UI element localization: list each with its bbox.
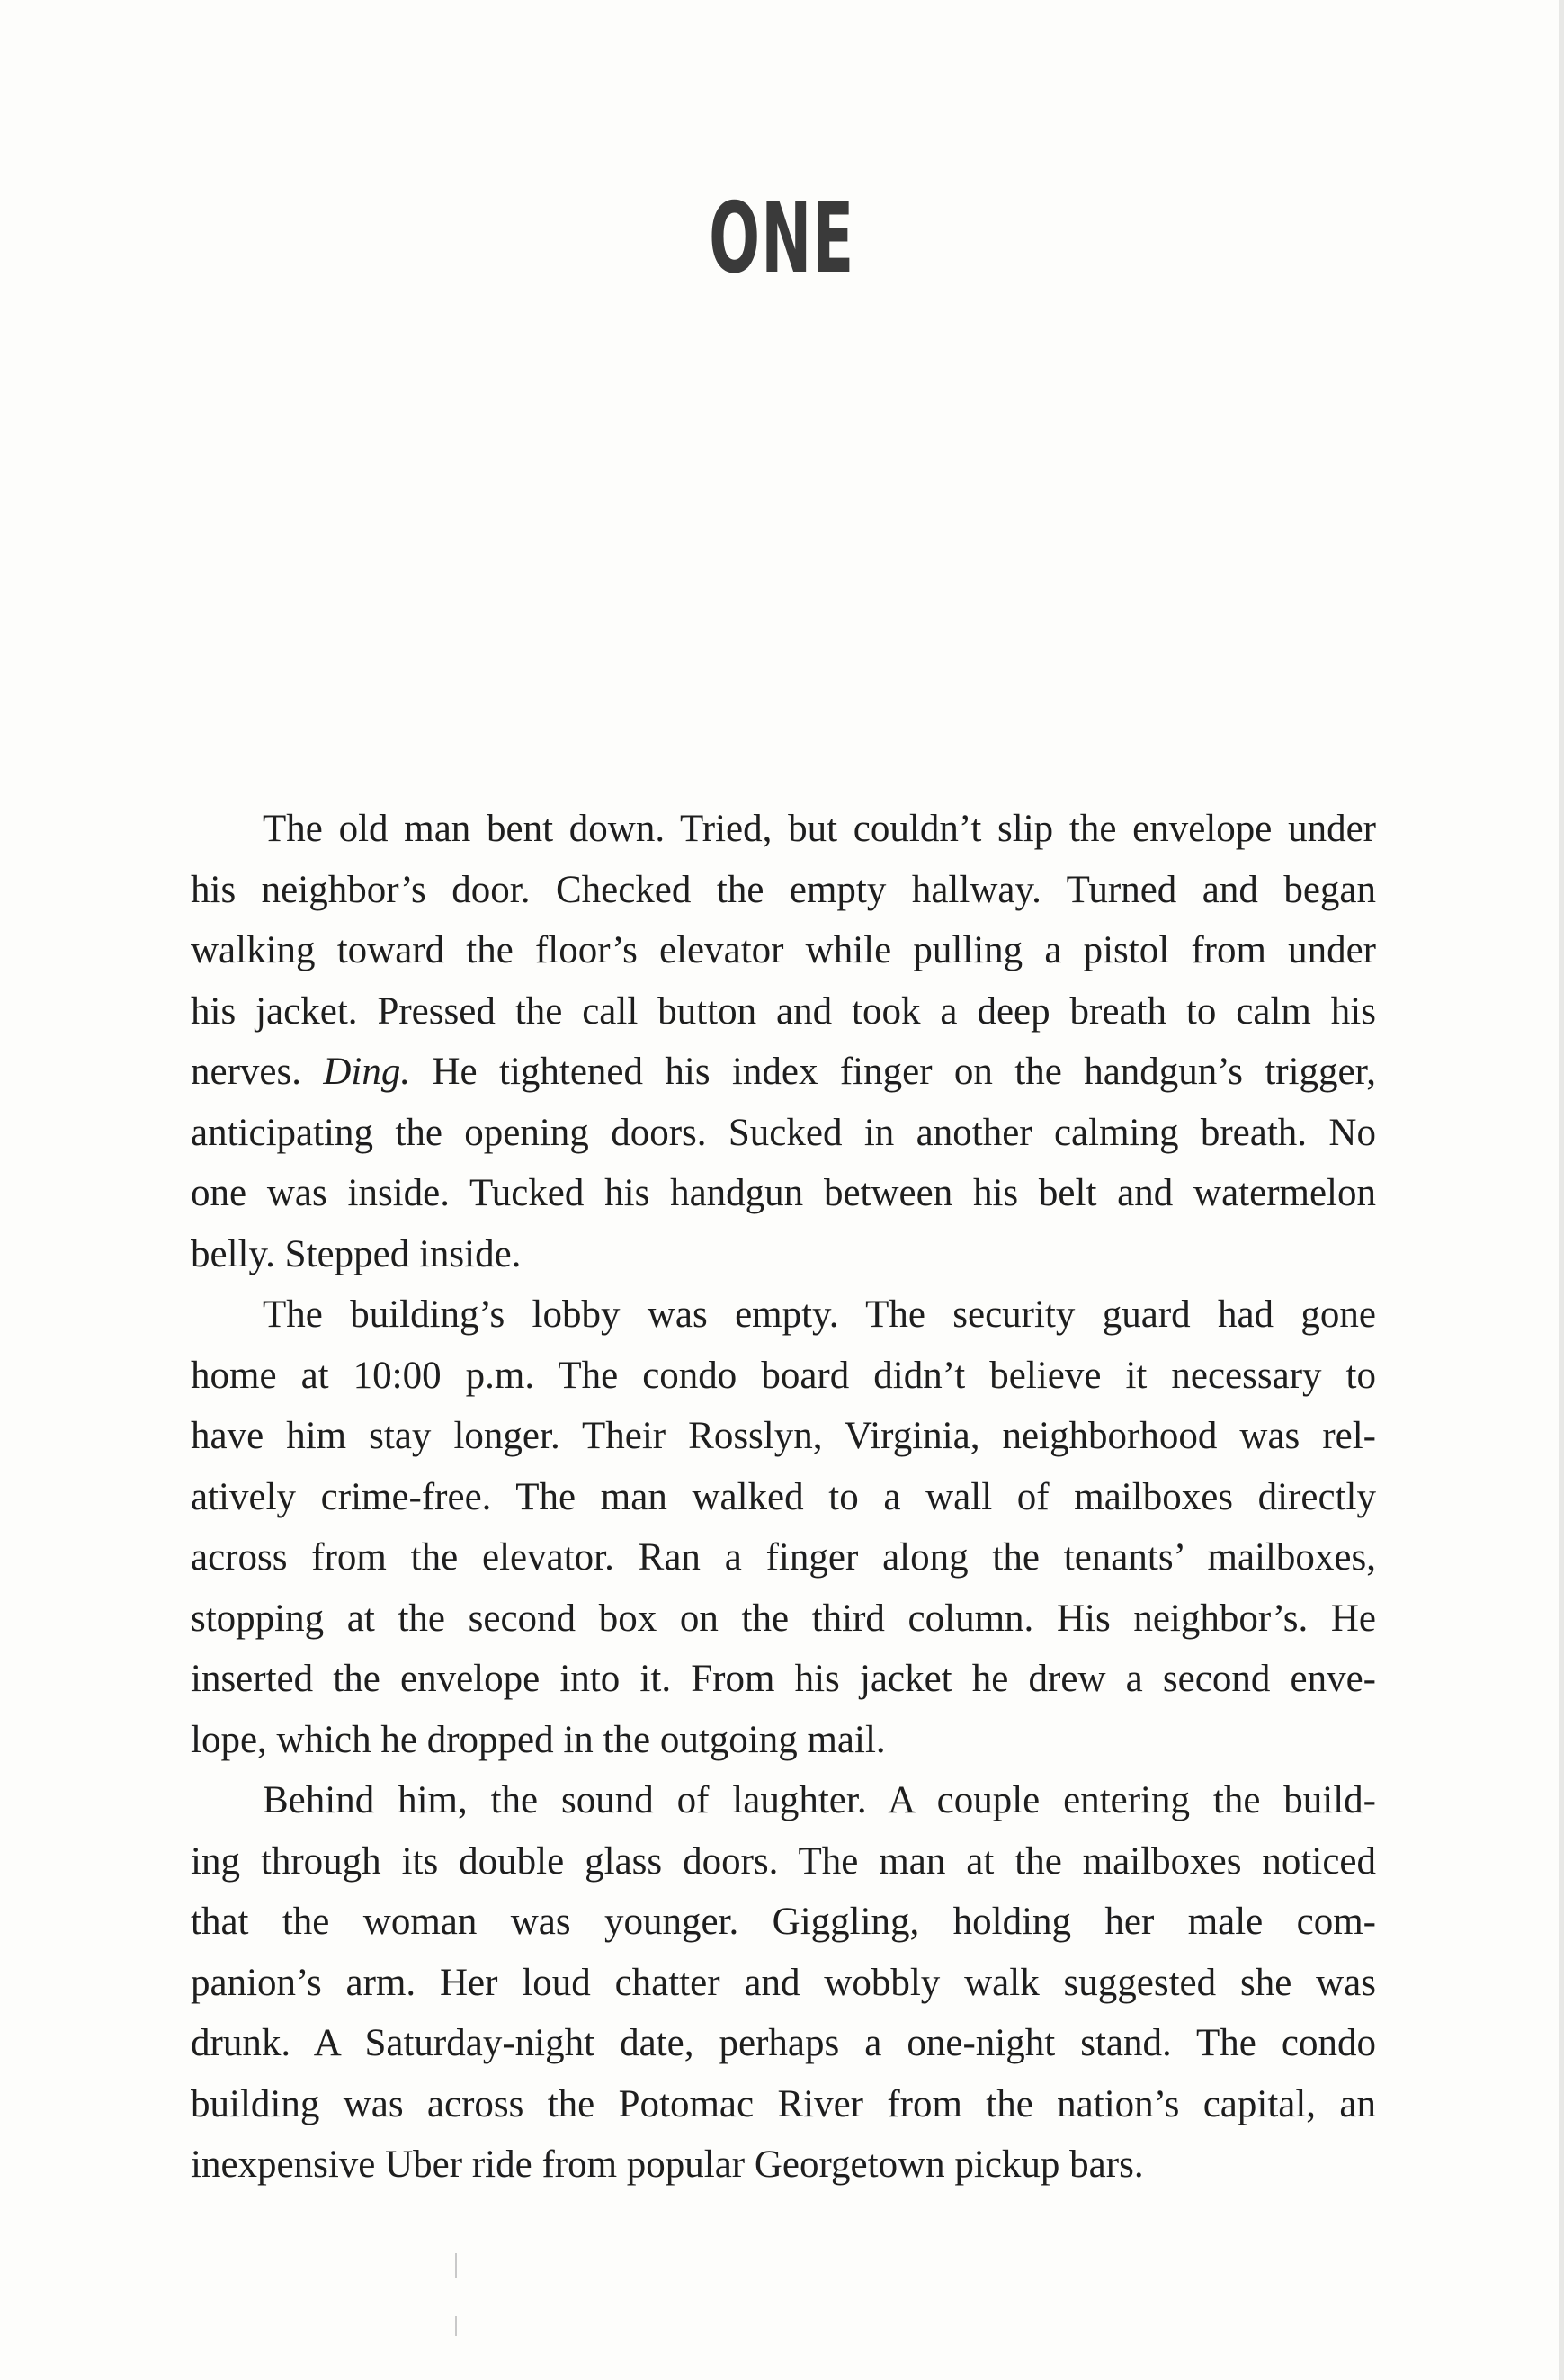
italic-word: Ding.	[323, 1051, 411, 1093]
scan-artifact	[455, 2316, 457, 2336]
text-line: that the woman was younger. Giggling, holding her male com-	[191, 1901, 1376, 1943]
text-line: Behind him, the sound of laughter. A couple entering the build-	[263, 1779, 1376, 1821]
paragraph-1	[191, 799, 1376, 1284]
text-line: anticipating the opening doors. Sucked in another calming breath. No	[191, 1111, 1376, 1154]
text-line: walking toward the floor’s elevator while pulling a pistol from under	[191, 929, 1376, 971]
text-line: atively crime-free. The man walked to a wall of mailboxes directly	[191, 1475, 1376, 1518]
scan-artifact	[455, 2253, 457, 2278]
text-line: his neighbor’s door. Checked the empty hallway. Turned and began	[191, 868, 1376, 911]
paragraph-3	[191, 1770, 1376, 2196]
text-line: ing through its double glass doors. The man at the mailboxes noticed	[191, 1839, 1376, 1883]
chapter-title: ONE	[709, 183, 855, 295]
text-line: across from the elevator. Ran a finger along the tenants’ mailboxes,	[191, 1536, 1376, 1579]
text-line: his jacket. Pressed the call button and took a deep breath to calm his	[191, 989, 1376, 1033]
text-line: inserted the envelope into it. From his jacket he drew a second enve-	[191, 1658, 1376, 1700]
text-line: drunk. A Saturday-night date, perhaps a one-night stand. The condo	[191, 2022, 1376, 2064]
text-line: lope, which he dropped in the outgoing mail.	[191, 1718, 886, 1761]
text-line: inexpensive Uber ride from popular Georgetown pickup bars.	[191, 2143, 1144, 2186]
text-line: The building’s lobby was empty. The security guard had gone	[263, 1293, 1376, 1336]
text-line: have him stay longer. Their Rosslyn, Virginia, neighborhood was rel-	[191, 1415, 1376, 1457]
text-line: stopping at the second box on the third column. His neighbor’s. He	[191, 1597, 1376, 1640]
page-edge	[1559, 0, 1564, 2380]
text-line: The old man bent down. Tried, but couldn’t slip the envelope under	[263, 808, 1376, 850]
chapter-body	[191, 799, 1376, 2196]
text-line	[191, 1042, 1376, 1103]
text-line: belly. Stepped inside.	[191, 1232, 522, 1275]
text-line: building was across the Potomac River from the nation’s capital, an	[191, 2082, 1376, 2125]
text-segment: He tightened his index finger on the handgun’s trigger,	[410, 1051, 1376, 1093]
text-line: panion’s arm. Her loud chatter and wobbly walk suggested she was	[191, 1961, 1376, 2004]
paragraph-2	[191, 1284, 1376, 1770]
text-line: one was inside. Tucked his handgun between his belt and watermelon	[191, 1172, 1376, 1214]
text-segment: nerves.	[191, 1051, 324, 1093]
text-line: home at 10:00 p.m. The condo board didn’t believe it necessary to	[191, 1354, 1376, 1397]
